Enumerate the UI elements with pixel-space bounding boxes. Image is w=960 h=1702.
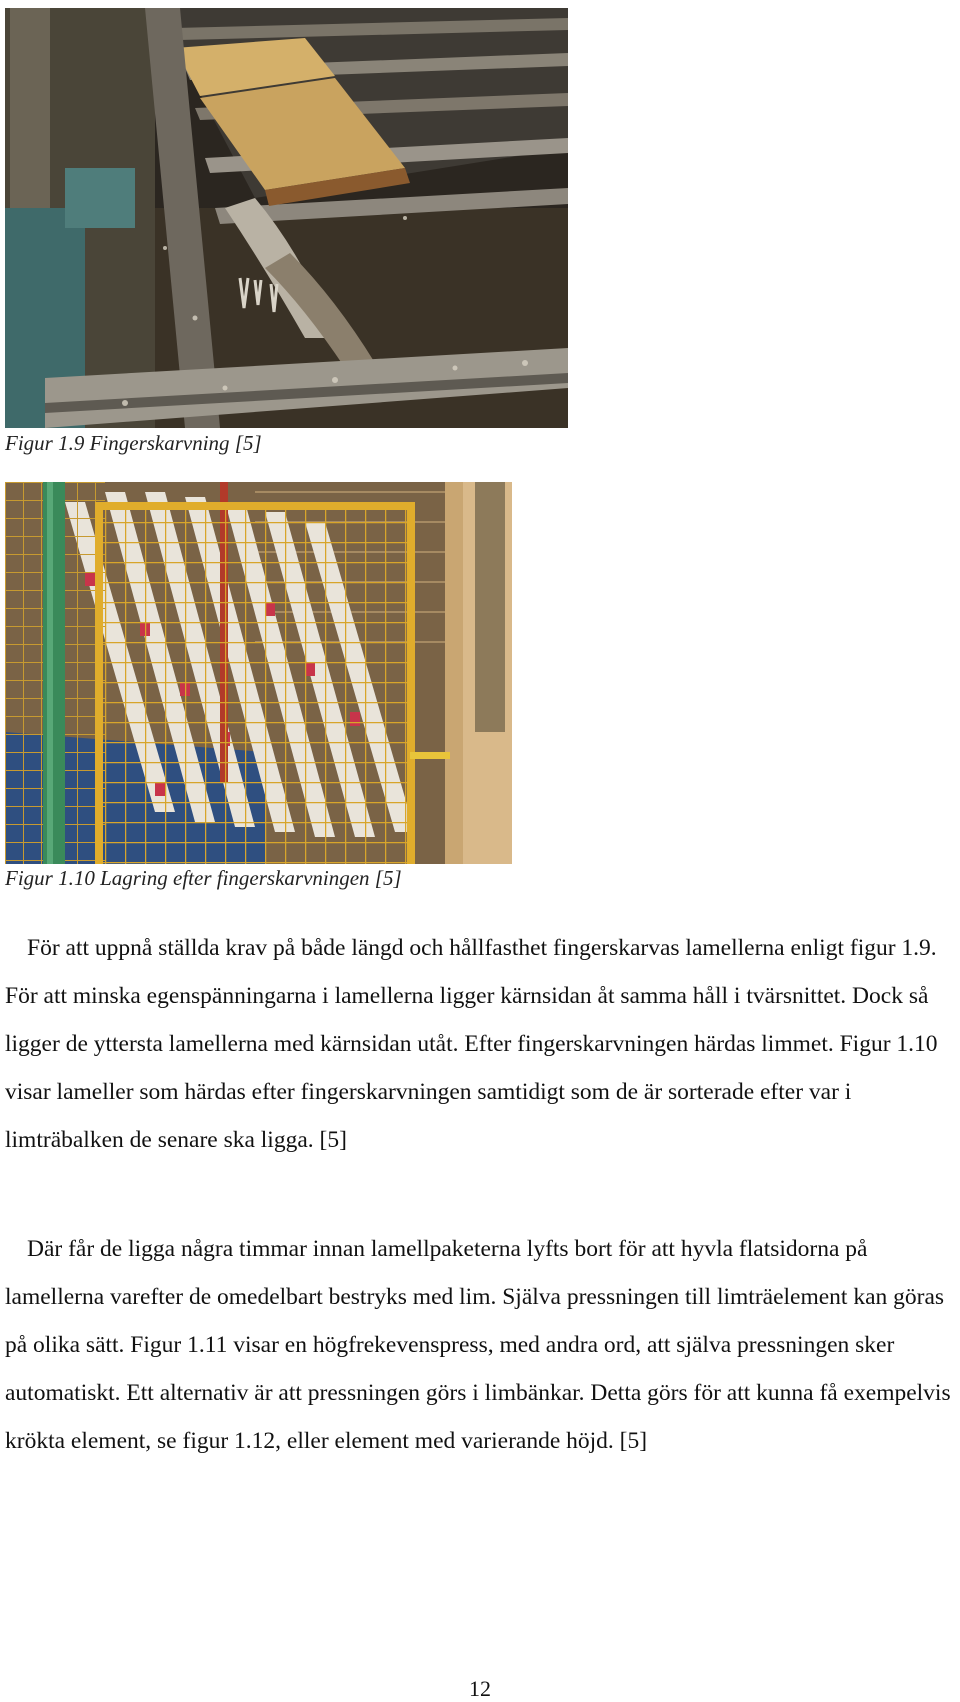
lamella-storage-photo-graphic (5, 482, 512, 864)
finger-jointing-photo-graphic (5, 8, 568, 428)
photo-finger-jointing-line (5, 8, 568, 428)
photo-lamella-storage (5, 482, 512, 864)
body-paragraph: Där får de ligga några timmar innan lamellpaketerna lyfts bort för att hyvla flatsidorna på lamellerna varefter de omedelbart bestryks med lim. Själva pressningen till limträelement kan göras på olika sätt. Figur 1.11 visar en högfrekevenspress, med andra ord, att själva pressningen sker automatiskt. Ett alternativ är att pressningen görs i limbänkar. Detta görs för att kunna få exempelvis krökta element, se figur 1.12, eller element med varierande höjd. [5] (5, 1236, 951, 1454)
figure-caption: Figur 1.10 Lagring efter fingerskarvningen [5] (5, 866, 402, 890)
page-number: 12 (469, 1676, 491, 1701)
figure-caption: Figur 1.9 Fingerskarvning [5] (5, 431, 262, 455)
body-paragraph: För att uppnå ställda krav på både längd och hållfasthet fingerskarvas lamellerna enligt figur 1.9. För att minska egenspänningarna i lamellerna ligger kärnsidan åt samma håll i tvärsnittet. Dock så ligger de yttersta lamellerna med kärnsidan utåt. Efter fingerskarvningen härdas limmet. Figur 1.10 visar lameller som härdas efter fingerskarvningen samtidigt som de är sorterade efter var i limträbalken de senare ska ligga. [5] (5, 935, 938, 1153)
